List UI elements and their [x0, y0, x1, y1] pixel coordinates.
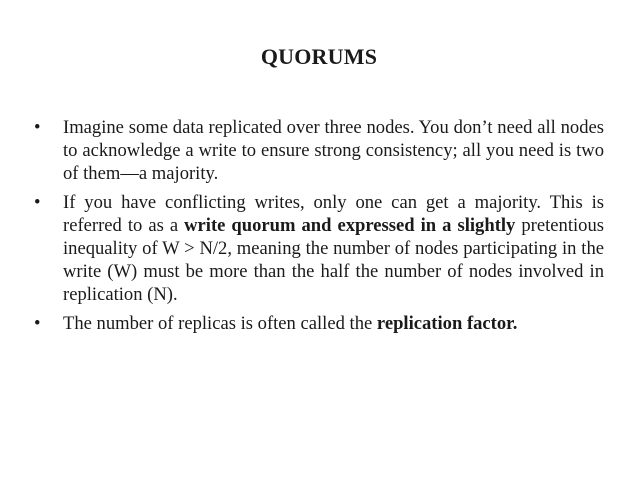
bullet-bold-text: write quorum and expressed in a slightly — [184, 214, 516, 236]
bullet-text: pretentious inequality of W > N/2, meaning the number of nodes participating in the write (W) must be more than the half the number of nodes involved in replication (N). — [63, 214, 604, 306]
slide-title: QUORUMS — [260, 44, 378, 69]
bullet-dot-icon: • — [34, 117, 41, 138]
bullet-text: The number of replicas is often called the — [63, 312, 377, 334]
bullet-item — [34, 312, 604, 335]
bullet-item — [34, 116, 604, 186]
bullet-list — [34, 116, 604, 340]
bullet-dot-icon: • — [34, 191, 41, 213]
bullet-dot-icon: • — [34, 312, 41, 334]
bullet-text: Imagine some data replicated over three nodes. You don’t need all nodes to acknowledge a write to ensure strong consistency; all you need is two of them—a majority. — [63, 117, 604, 185]
bullet-item — [34, 191, 604, 307]
bullet-text: If you have conflicting writes, only one can get a majority. This is referred to as a — [63, 191, 604, 236]
bullet-bold-text: replication factor. — [376, 312, 518, 334]
